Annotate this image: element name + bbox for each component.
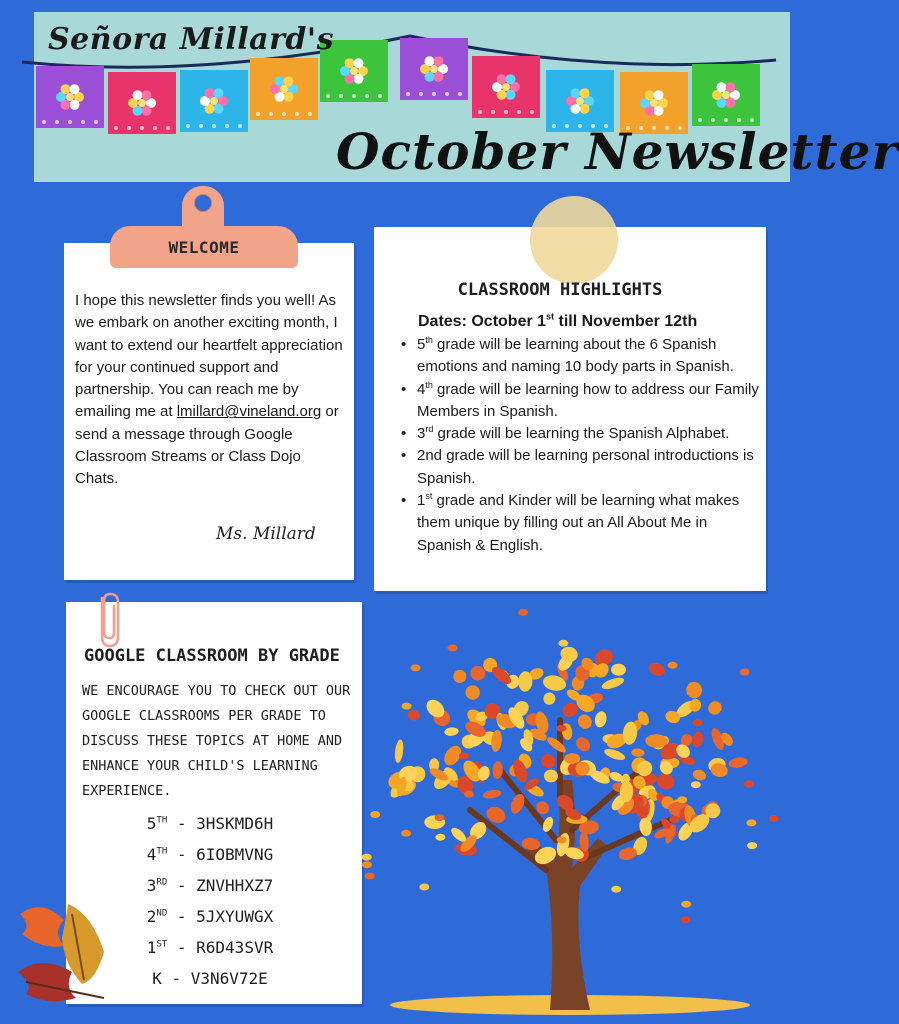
flag-flower-petal — [654, 106, 664, 116]
falling-leaf — [435, 834, 445, 841]
dates-rest: till November 12th — [554, 313, 698, 330]
email-link[interactable]: lmillard@vineland.org — [176, 403, 322, 421]
flag-cutout — [458, 92, 462, 96]
falling-leaf — [747, 842, 757, 849]
flag-flower-center — [722, 91, 730, 99]
tree-leaf — [538, 751, 558, 771]
welcome-heading: WELCOME — [168, 238, 240, 257]
clip-hole — [194, 194, 212, 212]
flag-flower-petal — [654, 90, 664, 100]
flag-cutout — [55, 120, 59, 124]
class-codes-list — [102, 808, 318, 994]
falling-leaf — [370, 811, 380, 818]
flag-cutout — [199, 124, 203, 128]
tree-leaf — [631, 748, 645, 757]
flag-cutout — [68, 120, 72, 124]
falling-leaf — [464, 791, 474, 798]
flag-cutout — [378, 94, 382, 98]
flag-flower-petal — [425, 56, 435, 66]
flag-cutout — [127, 126, 131, 130]
falling-leaf — [362, 854, 372, 861]
flag-flower-petal — [726, 82, 736, 92]
falling-leaf — [435, 814, 445, 821]
falling-leaf — [556, 725, 566, 732]
flag-flower-petal — [142, 106, 152, 116]
falling-leaf — [558, 640, 568, 647]
autumn-leaves-icon — [12, 894, 122, 1012]
flag-flower-petal — [214, 88, 224, 98]
tree-leaf — [573, 734, 593, 754]
tree-leaf — [575, 712, 595, 732]
falling-leaf — [669, 816, 679, 823]
flag-flower-petal — [284, 76, 294, 86]
flag-cutout — [42, 120, 46, 124]
flag-flower-petal — [284, 92, 294, 102]
falling-leaf — [557, 836, 567, 843]
flag-cutout — [269, 112, 273, 116]
flag-cutout — [238, 124, 242, 128]
flag-cutout — [445, 92, 449, 96]
tree-leaf — [647, 660, 667, 678]
falling-leaf — [681, 916, 691, 923]
flag-flower-center — [210, 97, 218, 105]
tree-leaf — [482, 789, 502, 800]
tree-leaf — [691, 768, 707, 782]
welcome-text-end: or send a message through Google Classroom Streams or Class Dojo Chats. — [75, 403, 339, 488]
flag-cutout — [186, 124, 190, 128]
flag-flower-petal — [354, 58, 364, 68]
falling-leaf — [769, 815, 779, 822]
flag-flower-petal — [70, 84, 80, 94]
flag-flower-petal — [717, 82, 727, 92]
flag-cutout — [212, 124, 216, 128]
flag-cutout — [517, 110, 521, 114]
falling-leaf — [362, 861, 372, 868]
flag-cutout — [94, 120, 98, 124]
class-code-row: 5TH - 3HSKMD6H — [146, 814, 274, 833]
falling-leaf — [692, 719, 702, 726]
flag-cutout — [432, 92, 436, 96]
welcome-body — [75, 290, 347, 491]
falling-leaf — [744, 781, 754, 788]
list-item: • 2nd grade will be learning personal introductions is Spanish. — [400, 445, 760, 490]
welcome-text-start: I hope this newsletter finds you well! As we embark on another exciting month, I want to extend our heartfelt appreciation for your continued support and partnership. You can reach me by emailing me at — [75, 292, 343, 421]
highlights-list — [400, 334, 760, 557]
falling-leaf — [448, 645, 458, 652]
tree-leaf — [407, 709, 421, 722]
newsletter-owner-title: Señora Millard's — [48, 22, 334, 57]
flag-cutout — [478, 110, 482, 114]
flag-flower-center — [502, 83, 510, 91]
flag-cutout — [326, 94, 330, 98]
list-item: • 5th grade will be learning about the 6 Spanish emotions and naming 10 body parts in Spanish. — [400, 334, 760, 379]
falling-leaf — [365, 873, 375, 880]
falling-leaf — [401, 830, 411, 837]
falling-leaf — [691, 781, 701, 788]
flag-flower-center — [576, 97, 584, 105]
class-code-row: 4TH - 6IOBMVNG — [146, 845, 274, 864]
flag-cutout — [419, 92, 423, 96]
google-classroom-heading: GOOGLE CLASSROOM BY GRADE — [84, 646, 340, 666]
dates-label: Dates: October 1 — [418, 313, 547, 330]
flag-cutout — [352, 94, 356, 98]
tree-leaf — [394, 739, 405, 763]
tree-leaf — [728, 756, 749, 769]
flag-cutout — [140, 126, 144, 130]
flag-flower-petal — [205, 88, 215, 98]
flag-flower-petal — [645, 90, 655, 100]
falling-leaf — [459, 752, 469, 759]
tree-leaf — [593, 710, 608, 728]
google-classroom-body: WE ENCOURAGE YOU TO CHECK OUT OUR GOOGLE CLASSROOMS PER GRADE TO DISCUSS THESE TOPICS AT HOME AND ENHANCE YOUR CHILD'S LEARNING EXPERIENCE. — [82, 683, 351, 799]
flag-flower-petal — [580, 104, 590, 114]
tree-leaf — [452, 668, 468, 684]
falling-leaf — [677, 796, 687, 803]
flag-flower-petal — [142, 90, 152, 100]
falling-leaf — [402, 703, 412, 710]
flag-flower-petal — [506, 74, 516, 84]
class-code-row: 1ST - R6D43SVR — [146, 938, 274, 957]
class-code-row: 3RD - ZNVHHXZ7 — [146, 876, 274, 895]
tree-leaf — [684, 680, 704, 700]
autumn-tree-icon — [350, 600, 790, 1020]
flag-flower-center — [350, 67, 358, 75]
sun-circle — [530, 196, 618, 284]
list-item: • 3rd grade will be learning the Spanish Alphabet. — [400, 423, 760, 445]
flag-cutout — [406, 92, 410, 96]
tree-leaf — [463, 683, 482, 702]
class-code-row: K - V3N6V72E — [152, 969, 268, 988]
flag-cutout — [530, 110, 534, 114]
flag-flower-center — [430, 65, 438, 73]
flag-flower-petal — [571, 88, 581, 98]
tree-leaf — [444, 727, 459, 737]
flag-flower-petal — [434, 56, 444, 66]
highlights-heading: CLASSROOM HIGHLIGHTS — [457, 280, 663, 300]
flag-cutout — [153, 126, 157, 130]
falling-leaf — [668, 662, 678, 669]
list-item: • 1st grade and Kinder will be learning what makes them unique by filling out an All About Me in Spanish & English. — [400, 490, 760, 557]
flag-flower-petal — [133, 90, 143, 100]
dates-sup: st — [546, 311, 555, 322]
papel-picado-banner-icon — [0, 0, 791, 140]
flag-flower-petal — [506, 90, 516, 100]
list-item: • 4th grade will be learning how to address our Family Members in Spanish. — [400, 379, 760, 424]
flag-cutout — [225, 124, 229, 128]
falling-leaf — [740, 669, 750, 676]
flag-cutout — [256, 112, 260, 116]
paperclip-icon — [92, 592, 122, 650]
tree-leaf — [603, 747, 627, 763]
highlights-dates — [418, 313, 697, 331]
tree-leaf — [705, 698, 724, 717]
flag-flower-center — [280, 85, 288, 93]
tree-leaf — [470, 665, 486, 681]
tree-leaf — [543, 692, 557, 706]
flag-flower-petal — [214, 104, 224, 114]
flag-flower-petal — [434, 72, 444, 82]
signature: Ms. Millard — [216, 524, 316, 544]
flag-flower-petal — [497, 74, 507, 84]
falling-leaf — [681, 901, 691, 908]
falling-leaf — [411, 664, 421, 671]
flag-flower-center — [650, 99, 658, 107]
tree-leaf — [611, 663, 626, 676]
flag-flower-center — [66, 93, 74, 101]
flag-flower-petal — [726, 98, 736, 108]
flag-cutout — [166, 126, 170, 130]
flag-flower-petal — [354, 74, 364, 84]
flag-cutout — [81, 120, 85, 124]
class-code-row: 2ND - 5JXYUWGX — [146, 907, 274, 926]
flag-cutout — [491, 110, 495, 114]
flag-cutout — [365, 94, 369, 98]
flag-cutout — [282, 112, 286, 116]
newsletter-main-title: October Newsletter — [336, 122, 899, 181]
flag-flower-petal — [580, 88, 590, 98]
flag-cutout — [295, 112, 299, 116]
tree-leaf — [691, 731, 705, 749]
falling-leaf — [611, 886, 621, 893]
falling-leaf — [746, 819, 756, 826]
flag-cutout — [114, 126, 118, 130]
flag-flower-center — [138, 99, 146, 107]
flag-cutout — [308, 112, 312, 116]
flag-flower-petal — [70, 100, 80, 110]
flag-cutout — [504, 110, 508, 114]
falling-leaf — [518, 609, 528, 616]
falling-leaf — [419, 884, 429, 891]
flag-flower-petal — [61, 84, 71, 94]
flag-cutout — [339, 94, 343, 98]
flag-flower-petal — [345, 58, 355, 68]
flag-flower-petal — [275, 76, 285, 86]
tree-leaf — [600, 675, 625, 691]
